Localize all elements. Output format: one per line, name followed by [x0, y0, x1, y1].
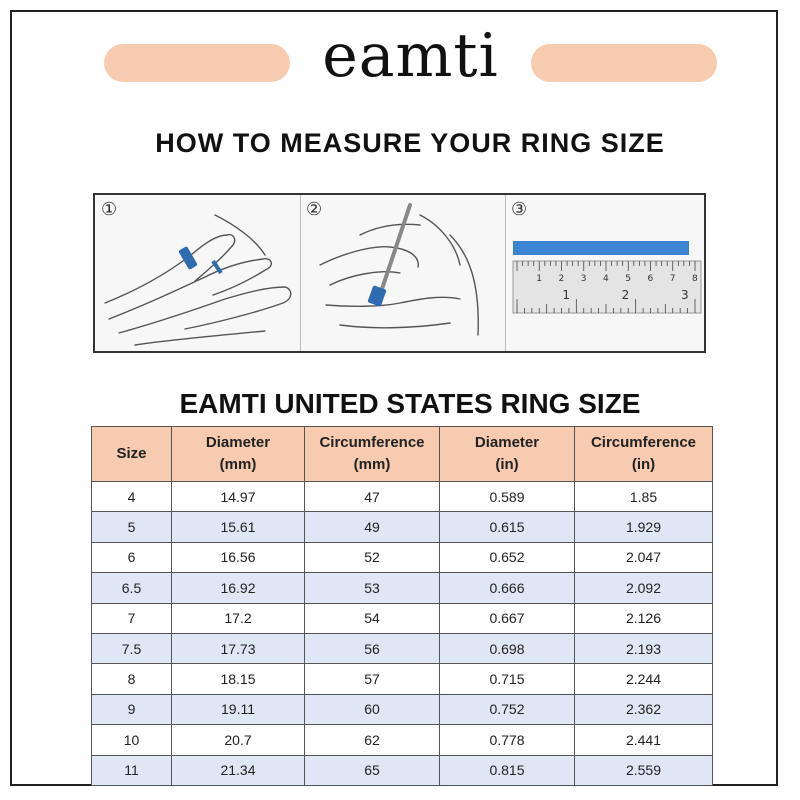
table-cell: 21.34 [172, 755, 305, 785]
table-cell: 17.73 [172, 633, 305, 663]
page-title: HOW TO MEASURE YOUR RING SIZE [155, 128, 665, 158]
header-unit: (mm) [353, 456, 391, 473]
header-diameter-mm [172, 427, 305, 482]
table-cell: 2.244 [575, 664, 713, 694]
table-cell: 0.815 [440, 755, 575, 785]
table-cell: 6.5 [92, 573, 172, 603]
ruler-bottom-label: 3 [681, 288, 689, 302]
table-cell: 2.441 [575, 725, 713, 755]
table-row [92, 664, 713, 694]
table-cell: 0.652 [440, 542, 575, 572]
table-cell: 52 [305, 542, 440, 572]
table-cell: 2.047 [575, 542, 713, 572]
brand-logo: eamti [322, 21, 499, 91]
table-cell: 0.615 [440, 512, 575, 542]
table-cell: 47 [305, 482, 440, 512]
table-row [92, 725, 713, 755]
table-row [92, 482, 713, 512]
step-2-number: ② [306, 199, 323, 220]
table-title: EAMTI UNITED STATES RING SIZE [179, 388, 641, 419]
table-cell: 14.97 [172, 482, 305, 512]
table-cell: 19.11 [172, 694, 305, 724]
table-row [92, 755, 713, 785]
table-cell: 2.559 [575, 755, 713, 785]
table-cell: 8 [92, 664, 172, 694]
table-cell: 2.126 [575, 603, 713, 633]
table-cell: 7.5 [92, 633, 172, 663]
step-2-panel [300, 195, 506, 351]
ruler-top-label: 5 [625, 274, 631, 284]
table-row [92, 633, 713, 663]
table-cell: 16.56 [172, 542, 305, 572]
table-cell: 0.752 [440, 694, 575, 724]
table-cell: 15.61 [172, 512, 305, 542]
table-row [92, 603, 713, 633]
step-1-number: ① [101, 199, 118, 220]
table-cell: 57 [305, 664, 440, 694]
logo-pill-left [104, 44, 290, 82]
table-cell: 2.193 [575, 633, 713, 663]
header-diameter-in [440, 427, 575, 482]
table-cell: 1.85 [575, 482, 713, 512]
table-cell: 56 [305, 633, 440, 663]
ruler-top-label: 8 [692, 274, 698, 284]
table-cell: 11 [92, 755, 172, 785]
ruler-top-label: 4 [603, 274, 609, 284]
table-cell: 65 [305, 755, 440, 785]
table-cell: 54 [305, 603, 440, 633]
table-cell: 53 [305, 573, 440, 603]
hand-with-wrapped-finger-icon [95, 195, 300, 351]
table-cell: 1.929 [575, 512, 713, 542]
logo-pill-right [531, 44, 717, 82]
table-cell: 10 [92, 725, 172, 755]
ruler-bottom-label: 1 [562, 288, 570, 302]
ruler-top-label: 1 [536, 274, 542, 284]
table-cell: 18.15 [172, 664, 305, 694]
table-row [92, 512, 713, 542]
ring-size-table [91, 426, 713, 786]
table-cell: 7 [92, 603, 172, 633]
header-circumference-mm [305, 427, 440, 482]
table-cell: 17.2 [172, 603, 305, 633]
ruler-top-label: 6 [647, 274, 654, 284]
table-cell: 0.667 [440, 603, 575, 633]
header-label: Diameter [474, 434, 540, 451]
header-unit: (mm) [219, 456, 257, 473]
table-cell: 0.715 [440, 664, 575, 694]
table-cell: 9 [92, 694, 172, 724]
table-cell: 4 [92, 482, 172, 512]
step-3-panel [505, 195, 704, 351]
table-cell: 2.092 [575, 573, 713, 603]
header-label: Circumference [590, 434, 697, 451]
header-label: Size [116, 445, 147, 462]
ruler-top-label: 2 [558, 274, 565, 284]
table-cell: 0.698 [440, 633, 575, 663]
table-cell: 0.589 [440, 482, 575, 512]
table-cell: 62 [305, 725, 440, 755]
ruler-top-label: 7 [669, 274, 676, 284]
header-circumference-in [575, 427, 713, 482]
measure-steps-illustration [93, 193, 706, 353]
table-row [92, 694, 713, 724]
step-3-number: ③ [511, 199, 528, 220]
ruler-measure-icon [505, 195, 704, 351]
marking-band-icon [300, 195, 505, 351]
table-cell: 20.7 [172, 725, 305, 755]
header-label: Circumference [319, 434, 425, 451]
header-size [92, 427, 172, 482]
header-unit: (in) [631, 456, 656, 473]
table-cell: 0.778 [440, 725, 575, 755]
table-cell: 6 [92, 542, 172, 572]
header-unit: (in) [495, 456, 519, 473]
ruler-bottom-label: 2 [621, 288, 630, 302]
table-cell: 0.666 [440, 573, 575, 603]
step-1-panel [95, 195, 301, 351]
ruler-top-label: 3 [580, 274, 587, 284]
table-cell: 60 [305, 694, 440, 724]
table-cell: 16.92 [172, 573, 305, 603]
table-cell: 49 [305, 512, 440, 542]
table-row [92, 542, 713, 572]
table-header-row [92, 427, 713, 482]
table-row [92, 573, 713, 603]
table-cell: 2.362 [575, 694, 713, 724]
header-label: Diameter [205, 434, 271, 451]
table-cell: 5 [92, 512, 172, 542]
